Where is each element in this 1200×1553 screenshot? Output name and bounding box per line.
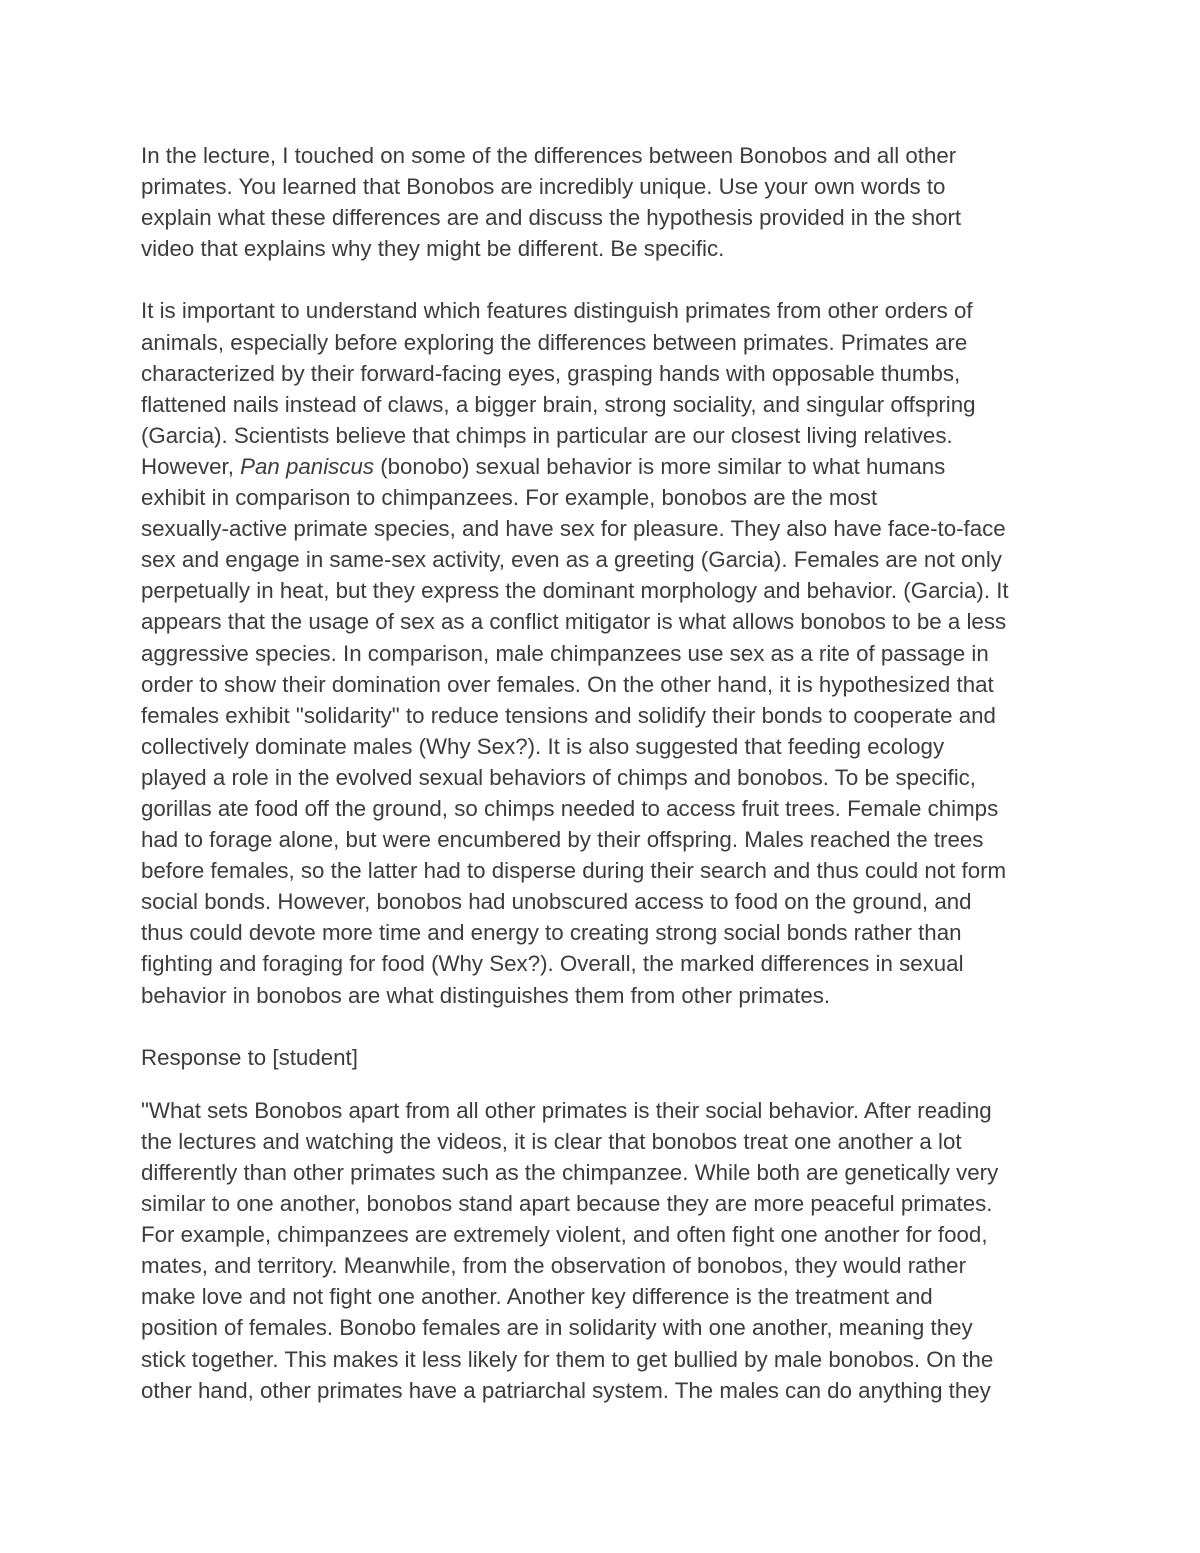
species-name-italic: Pan paniscus <box>240 453 375 479</box>
essay-line: social bonds. However, bonobos had unobscured access to food on the ground, and <box>141 889 972 915</box>
essay-paragraph <box>141 295 1071 1010</box>
essay-line: order to show their domination over females. On the other hand, it is hypothesized that <box>141 671 994 697</box>
essay-line: had to forage alone, but were encumbered by their offspring. Males reached the trees <box>141 827 984 853</box>
paragraph-spacer <box>141 1011 1071 1042</box>
essay-line: (Garcia). Scientists believe that chimps in particular are our closest living relatives. <box>141 422 953 448</box>
essay-line: animals, especially before exploring the differences between primates. Primates are <box>141 329 968 355</box>
essay-text: (bonobo) sexual behavior is more similar to what humans <box>374 453 946 479</box>
response-paragraph <box>141 1095 1071 1406</box>
response-line: mates, and territory. Meanwhile, from the observation of bonobos, they would rather <box>141 1253 966 1279</box>
response-line: stick together. This makes it less likely for them to get bullied by male bonobos. On the <box>141 1346 994 1372</box>
essay-line: flattened nails instead of claws, a bigger brain, strong sociality, and singular offspring <box>141 391 976 417</box>
prompt-line: explain what these differences are and discuss the hypothesis provided in the short <box>141 205 962 231</box>
document-body <box>141 140 1071 1406</box>
prompt-line: In the lecture, I touched on some of the differences between Bonobos and all other <box>141 143 957 168</box>
response-line: For example, chimpanzees are extremely violent, and often fight one another for food, <box>141 1222 988 1248</box>
response-line: differently than other primates such as the chimpanzee. While both are genetically very <box>141 1160 999 1185</box>
essay-line: thus could devote more time and energy to creating strong social bonds rather than <box>141 920 962 946</box>
essay-line: appears that the usage of sex as a conflict mitigator is what allows bonobos to be a less <box>141 609 1007 635</box>
response-line: the lectures and watching the videos, it is clear that bonobos treat one another a lot <box>141 1128 962 1154</box>
response-line: make love and not fight one another. Another key difference is the treatment and <box>141 1284 933 1310</box>
essay-line: collectively dominate males (Why Sex?). It is also suggested that feeding ecology <box>141 733 945 759</box>
essay-line: played a role in the evolved sexual behaviors of chimps and bonobos. To be specific, <box>141 764 977 790</box>
response-heading: Response to [student] <box>141 1044 358 1070</box>
essay-line: gorillas ate food off the ground, so chimps needed to access fruit trees. Female chimps <box>141 795 999 821</box>
response-line: similar to one another, bonobos stand apart because they are more peaceful primates. <box>141 1191 993 1217</box>
essay-line: characterized by their forward-facing eyes, grasping hands with opposable thumbs, <box>141 360 961 386</box>
essay-text: However, <box>141 453 241 479</box>
essay-line: females exhibit "solidarity" to reduce tensions and solidify their bonds to cooperate and <box>141 702 996 728</box>
essay-line: before females, so the latter had to disperse during their search and thus could not form <box>141 858 1007 884</box>
essay-line: It is important to understand which features distinguish primates from other orders of <box>141 298 973 324</box>
response-line: other hand, other primates have a patriarchal system. The males can do anything they <box>141 1377 991 1403</box>
essay-line-species <box>141 451 1071 482</box>
response-line: position of females. Bonobo females are in solidarity with one another, meaning they <box>141 1315 973 1341</box>
essay-line: aggressive species. In comparison, male chimpanzees use sex as a rite of passage in <box>141 640 989 666</box>
essay-line: fighting and foraging for food (Why Sex?). Overall, the marked differences in sexual <box>141 951 964 977</box>
prompt-line: video that explains why they might be different. Be specific. <box>141 236 725 262</box>
essay-line: sexually-active primate species, and have sex for pleasure. They also have face-to-face <box>141 516 1006 542</box>
paragraph-spacer <box>141 1081 1071 1095</box>
paragraph-spacer <box>141 1073 1071 1081</box>
essay-line: behavior in bonobos are what distinguishes them from other primates. <box>141 982 831 1008</box>
response-line: "What sets Bonobos apart from all other primates is their social behavior. After reading <box>141 1097 992 1123</box>
paragraph-spacer <box>141 264 1071 295</box>
prompt-line: primates. You learned that Bonobos are incredibly unique. Use your own words to <box>141 174 946 200</box>
essay-line: perpetually in heat, but they express the dominant morphology and behavior. (Garcia). It <box>141 578 1009 604</box>
essay-line: sex and engage in same-sex activity, even as a greeting (Garcia). Females are not only <box>141 547 1002 573</box>
essay-line: exhibit in comparison to chimpanzees. For example, bonobos are the most <box>141 485 878 511</box>
prompt-paragraph <box>141 140 1071 264</box>
